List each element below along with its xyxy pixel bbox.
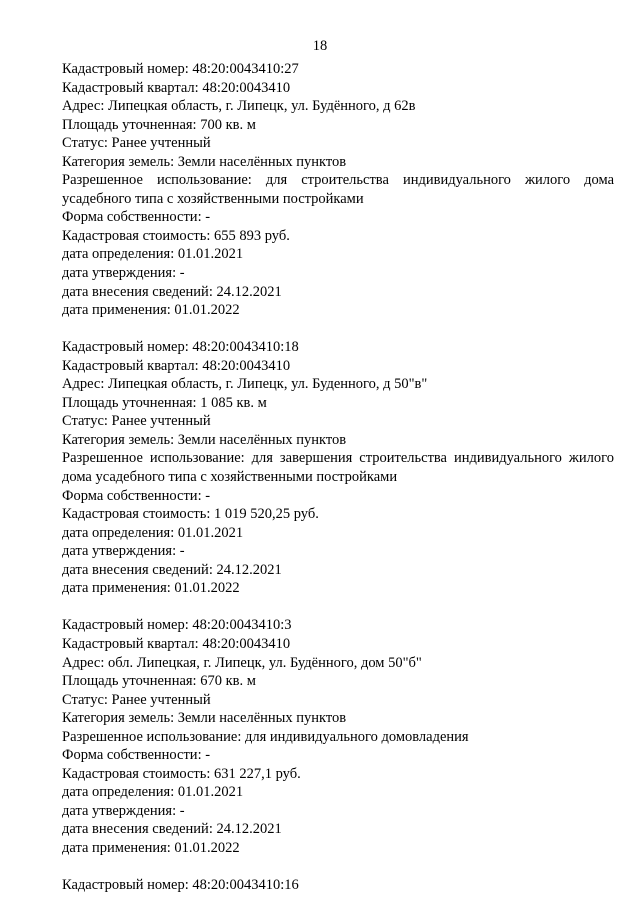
land-category: Категория земель: Земли населённых пунктов (62, 710, 347, 727)
parcel-record (62, 616, 614, 857)
address: Адрес: обл. Липецкая, г. Липецк, ул. Будённого, дом 50"б" (62, 654, 422, 671)
parcel-record (62, 876, 614, 895)
permitted-use: Разрешенное использование: для завершения строительства индивидуального жилого дома усадебного типа с хозяйственными постройками (62, 450, 614, 486)
application-date: дата применения: 01.01.2022 (62, 839, 240, 856)
approval-date: дата утверждения: - (62, 543, 185, 560)
status: Статус: Ранее учтенный (62, 413, 211, 430)
approval-date: дата утверждения: - (62, 265, 185, 282)
application-date: дата применения: 01.01.2022 (62, 580, 240, 597)
approval-date: дата утверждения: - (62, 802, 185, 819)
determination-date: дата определения: 01.01.2021 (62, 246, 244, 263)
area: Площадь уточненная: 1 085 кв. м (62, 394, 267, 411)
address: Адрес: Липецкая область, г. Липецк, ул. Буденного, д 50"в" (62, 376, 428, 393)
status: Статус: Ранее учтенный (62, 691, 211, 708)
status: Статус: Ранее учтенный (62, 135, 211, 152)
area: Площадь уточненная: 700 кв. м (62, 116, 256, 133)
cadastral-number: Кадастровый номер: 48:20:0043410:18 (62, 339, 299, 356)
land-category: Категория земель: Земли населённых пунктов (62, 153, 347, 170)
entry-date: дата внесения сведений: 24.12.2021 (62, 561, 282, 578)
determination-date: дата определения: 01.01.2021 (62, 524, 244, 541)
application-date: дата применения: 01.01.2022 (62, 302, 240, 319)
cadastral-quarter: Кадастровый квартал: 48:20:0043410 (62, 357, 291, 374)
cadastral-number: Кадастровый номер: 48:20:0043410:27 (62, 61, 299, 77)
address: Адрес: Липецкая область, г. Липецк, ул. Будённого, д 62в (62, 98, 416, 115)
permitted-use: Разрешенное использование: для индивидуального домовладения (62, 728, 469, 745)
document-body (62, 60, 614, 913)
cadastral-value: Кадастровая стоимость: 655 893 руб. (62, 227, 290, 244)
ownership-form: Форма собственности: - (62, 487, 211, 504)
parcel-record (62, 338, 614, 598)
entry-date: дата внесения сведений: 24.12.2021 (62, 283, 282, 300)
permitted-use: Разрешенное использование: для строительства индивидуального жилого дома усадебного типа с хозяйственными постройками (62, 172, 614, 207)
parcel-record (62, 60, 614, 320)
cadastral-value: Кадастровая стоимость: 1 019 520,25 руб. (62, 506, 319, 523)
area: Площадь уточненная: 670 кв. м (62, 673, 256, 690)
ownership-form: Форма собственности: - (62, 209, 211, 226)
entry-date: дата внесения сведений: 24.12.2021 (62, 821, 282, 838)
page-number: 18 (312, 38, 328, 54)
cadastral-number: Кадастровый номер: 48:20:0043410:3 (62, 617, 292, 634)
cadastral-value: Кадастровая стоимость: 631 227,1 руб. (62, 765, 301, 782)
cadastral-quarter: Кадастровый квартал: 48:20:0043410 (62, 635, 291, 652)
ownership-form: Форма собственности: - (62, 747, 211, 764)
cadastral-quarter: Кадастровый квартал: 48:20:0043410 (62, 79, 291, 96)
determination-date: дата определения: 01.01.2021 (62, 784, 244, 801)
land-category: Категория земель: Земли населённых пунктов (62, 431, 347, 448)
cadastral-number: Кадастровый номер: 48:20:0043410:16 (62, 877, 299, 894)
